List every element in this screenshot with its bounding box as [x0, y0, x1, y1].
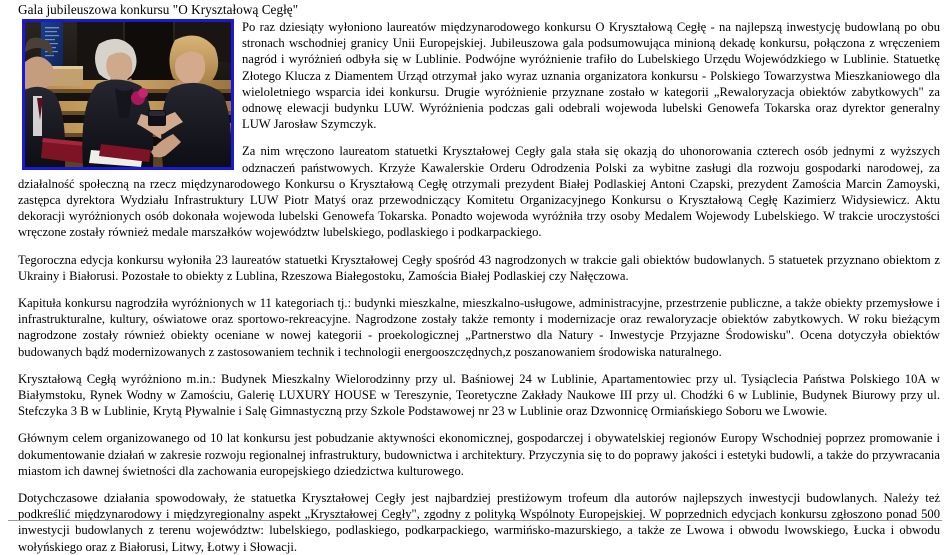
paragraph-5: Kryształową Cegłą wyróżniono m.in.: Budynek Mieszkalny Wielorodzinny przy ul. Baśniowej 24 w Lublinie, Apartamentowiec przy ul. Tysiąclecia Państwa Polskiego 10A w Białymstoku, Rynek Wodny w Zamościu, Galerię LUXURY HOUSE w Tereszynie, Teoretyczne Zakłady Naukowe III przy ul. Chodźki 6 w Lublinie, Budynek Biurowy przy ul. Stefczyka 3 B w Lublinie, Krytą Pływalnie i Salę Gimnastyczną przy Szkole Podstawowej nr 23 w Lublinie oraz Dzwonnicę Ormiańskiego Soboru we Lwowie.: [18, 371, 940, 419]
ceremony-photo-image: [25, 22, 231, 167]
paragraph-2: Za nim wręczono laureatom statuetki Kryształowej Cegły gala stała się okazją do uhonorowania czterech osób jednymi z wyższych odznaczeń państwowych. Krzyże Kawalerskie Orderu Odrodzenia Polski za wybitne zasługi dla rozwoju gospodarki narodowej, za działalność społeczną na rzecz międzynarodowego Konkursu o Kryształową Cegłę otrzymali prezydent Białej Podlaskiej Antoni Czapski, prezydent Zamościa Marcin Zamoyski, zastępca dyrektora Wydziału Infrastruktury LUW Piotr Matyś oraz przewodniczący Komitetu Organizacyjnego Konkursu o Kryształową Cegłę Kazimierz Widysiewicz. Aktu dekoracji wyróżnionych osób dokonała wojewoda lubelski Genowefa Tokarska. Ponadto wojewoda wyróżniła trzy osoby Medalem Wojewody Lubelskiego. W trakcie uroczystości wręczone zostały również medale marszałków województw lubelskiego, podlaskiego i podkarpackiego.: [18, 144, 940, 240]
paragraph-6: Głównym celem organizowanego od 10 lat konkursu jest pobudzanie aktywności ekonomicznej, gospodarczej i obywatelskiej regionów Europy Wschodniej poprzez promowanie i dokumentowanie działań w zakresie rozwoju regionalnej infrastruktury, budownictwa i architektury. Przyczynia się to do poprawy jakości i estetyki budowli, a także do przywracania miastom ich dawnej świetności dla zachowania europejskiego dziedzictwa kulturowego.: [18, 431, 940, 478]
footer-divider: [8, 520, 942, 521]
paragraph-1: Po raz dziesiąty wyłoniono laureatów międzynarodowego konkursu O Kryształową Cegłę - na najlepszą inwestycję budowlaną po obu stronach wschodniej granicy Unii Europejskiej. Jubileuszowa gala podsumowująca minioną dekadę konkursu, połączona z wręczeniem nagród i wyróżnień odbyła się w Lublinie. Podwójne wyróżnienie trafiło do Lubelskiego Urzędu Wojewódzkiego w Lublinie. Statuetkę Złotego Klucza z Diamentem Urząd otrzymał jako wyraz uznania organizatora konkursu - Polskiego Towarzystwa Mieszkaniowego dla wieloletniego wsparcia idei konkursu. Drugie wyróżnienie przyznane zostało w kategorii „Rewaloryzacja obiektów zabytkowych" za odnowę elewacji budynku LUW. Wyróżnienia podczas gali odebrali wojewoda lubelski Genowefa Tokarska oraz dyrektor generalny LUW Jarosław Szymczyk.: [242, 20, 940, 132]
ceremony-photo: [22, 19, 234, 170]
paragraph-4: Kapituła konkursu nagrodziła wyróżnionych w 11 kategoriach tj.: budynki mieszkalne, mieszkalno-usługowe, administracyjne, przestrzenie publiczne, a także obiekty przemysłowe i infrastrukturalne, kultury, oświatowe oraz sportowo-rekreacyjne. Nagrodzone zostały także remonty i modernizacje oraz rewaloryzacje obiektów zabytkowych. W roku bieżącym nagrodzone zostały również obiekty oceniane w nowej kategorii - proekologicznej „Partnerstwo dla Natury - Inwestycje Przyjazne Środowisku". Ocena dotyczyła obiektów budowanych bądź modernizowanych z zastosowaniem technik i technologii energooszczędnych,z poszanowaniem środowiska naturalnego.: [18, 296, 940, 359]
paragraph-7: Dotychczasowe działania spowodowały, że statuetka Kryształowej Cegły jest najbardziej prestiżowym trofeum dla autorów najlepszych inwestycji budowlanych. Należy też podkreślić międzynarodowy i międzyregionalny aspekt „Kryształowej Cegły", zgodny z polityką Wspólnoty Europejskiej. W poprzednich edycjach konkursu zgłoszono ponad 500 inwestycji budowlanych z terenu województw: lubelskiego, podlaskiego, podkarpackiego, warmińsko-mazurskiego, a także ze Lwowa i obwodu lwowskiego, Łucka i obwodu wołyńskiego oraz z Białorusi, Litwy, Łotwy i Słowacji.: [18, 491, 940, 554]
page-title: Gala jubileuszowa konkursu "O Kryształową Cegłę": [18, 2, 299, 17]
paragraph-3: Tegoroczna edycja konkursu wyłoniła 23 laureatów statuetki Kryształowej Cegły spośród 43 nagrodzonych w trakcie gali obiektów budowlanych. 5 statuetek przyznano obiektom z Ukrainy i Białorusi. Pozostałe to obiekty z Lublina, Rzeszowa Białegostoku, Zamościa Białej Podlaskiej czy Nałęczowa.: [18, 252, 940, 283]
article-body: [18, 19, 940, 555]
